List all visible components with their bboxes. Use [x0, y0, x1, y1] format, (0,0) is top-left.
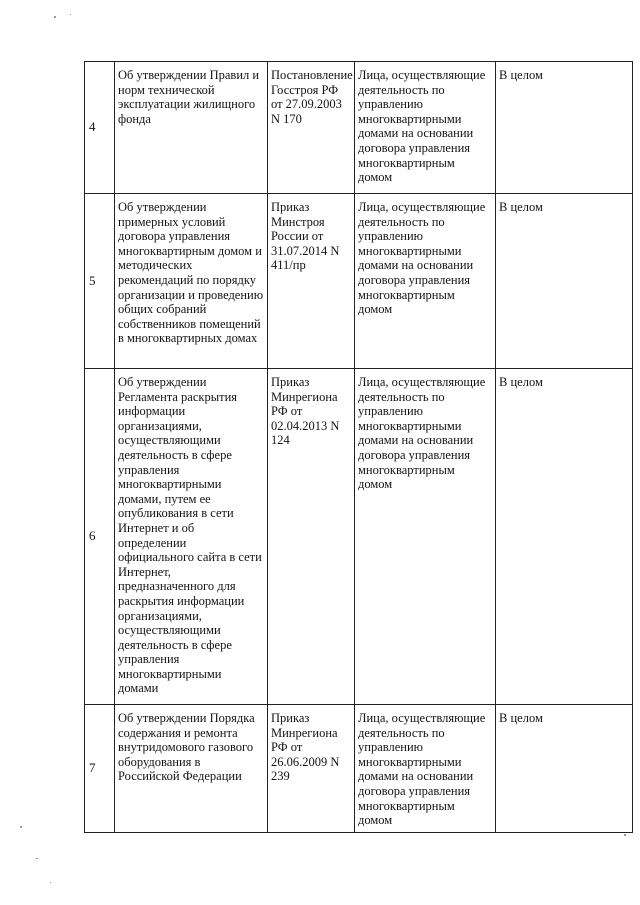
- document-title-cell: [115, 705, 268, 833]
- scope-text: В целом: [499, 200, 543, 214]
- subjects-text: Лица, осуществляющие деятельность по управлению многоквартирными домами на основании договора управления многоквартирным домом: [358, 711, 486, 828]
- legal-act: Приказ Минрегиона РФ от 26.06.2009 N 239: [271, 711, 340, 784]
- document-title: Об утверждении Правил и норм технической эксплуатации жилищного фонда: [118, 68, 260, 126]
- subjects-cell: [355, 705, 496, 833]
- row-number: 7: [89, 760, 96, 776]
- subjects-text: Лица, осуществляющие деятельность по управлению многоквартирными домами на основании договора управления многоквартирным домом: [358, 68, 486, 185]
- scope-text: В целом: [499, 68, 543, 82]
- subjects-cell: [355, 62, 496, 194]
- legal-act-cell: [268, 194, 355, 369]
- scope-text: В целом: [499, 711, 543, 725]
- document-title-cell: [115, 369, 268, 705]
- scope-cell: [496, 705, 633, 833]
- row-number: 4: [89, 119, 96, 135]
- row-number: 5: [89, 272, 96, 288]
- table-row: [85, 705, 633, 833]
- row-number-cell: [85, 194, 115, 369]
- row-number-cell: [85, 369, 115, 705]
- scan-speck: [70, 14, 71, 15]
- scan-speck: [36, 858, 38, 859]
- scan-speck: [50, 882, 51, 883]
- scan-speck: [54, 16, 56, 18]
- legal-act: Приказ Минрегиона РФ от 02.04.2013 N 124: [271, 375, 340, 448]
- subjects-text: Лица, осуществляющие деятельность по управлению многоквартирными домами на основании договора управления многоквартирным домом: [358, 375, 486, 492]
- document-title: Об утверждении Регламента раскрытия информации организациями, осуществляющими деятельность в сфере управления многоквартирными домами, путем ее опубликования в сети Интернет и об определении официального сайта в сети Интернет, предназначенного для раскрытия информации организациями, осуществляющими деятельность в сфере управления многоквартирными домами: [118, 375, 262, 696]
- subjects-cell: [355, 194, 496, 369]
- scope-cell: [496, 369, 633, 705]
- document-title: Об утверждении примерных условий договора управления многоквартирным домом и методических рекомендаций по порядку организации и проведению общих собраний собственников помещений в многоквартирных домах: [118, 200, 264, 346]
- scan-speck: [624, 834, 626, 836]
- legal-act: Постановление Госстроя РФ от 27.09.2003 N 170: [271, 68, 353, 126]
- table-row: [85, 194, 633, 369]
- scope-cell: [496, 194, 633, 369]
- document-title: Об утверждении Порядка содержания и ремонта внутридомового газового оборудования в Российской Федерации: [118, 711, 255, 784]
- legal-act-cell: [268, 62, 355, 194]
- legal-act-cell: [268, 705, 355, 833]
- regulations-table: [84, 61, 633, 833]
- row-number-cell: [85, 705, 115, 833]
- row-number: 6: [89, 528, 96, 544]
- table-row: [85, 62, 633, 194]
- scope-cell: [496, 62, 633, 194]
- legal-act: Приказ Минстроя России от 31.07.2014 N 411/пр: [271, 200, 340, 273]
- scope-text: В целом: [499, 375, 543, 389]
- document-title-cell: [115, 194, 268, 369]
- document-title-cell: [115, 62, 268, 194]
- subjects-text: Лица, осуществляющие деятельность по управлению многоквартирными домами на основании договора управления многоквартирным домом: [358, 200, 486, 317]
- legal-act-cell: [268, 369, 355, 705]
- table-row: [85, 369, 633, 705]
- row-number-cell: [85, 62, 115, 194]
- subjects-cell: [355, 369, 496, 705]
- scan-speck: [20, 826, 22, 828]
